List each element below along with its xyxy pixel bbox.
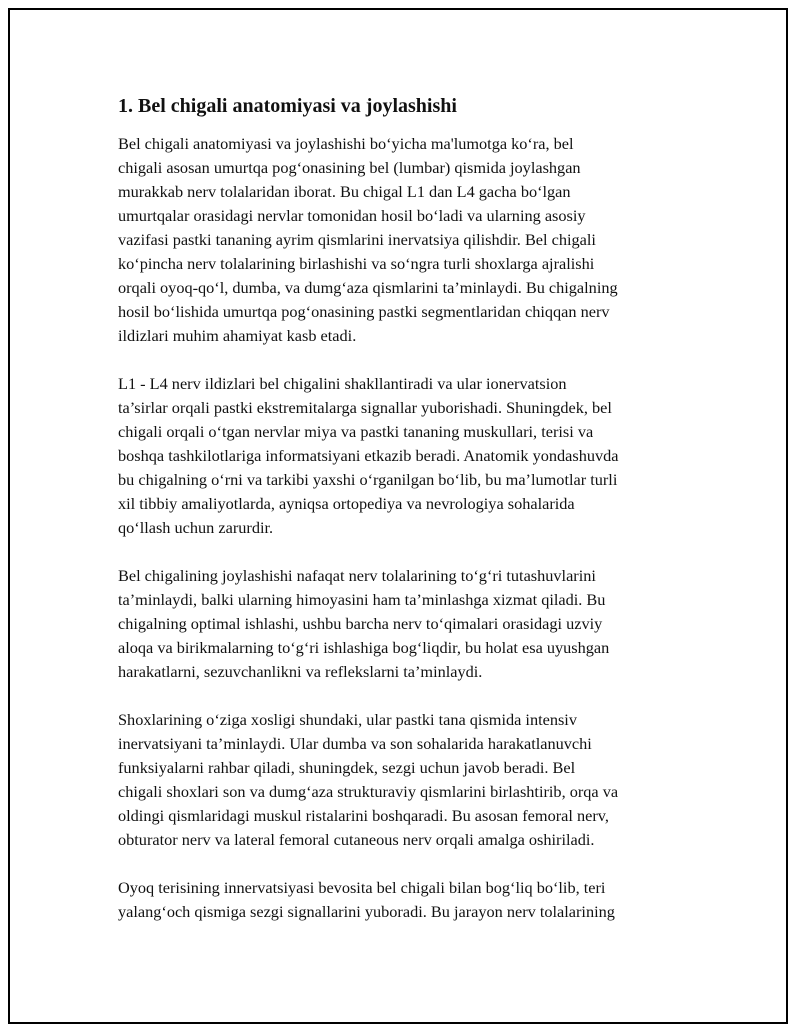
paragraph-1: Bel chigali anatomiyasi va joylashishi bo‘yicha ma'lumotga ko‘ra, bel chigali asosan umurtqa pog‘onasining bel (lumbar) qismida joylashgan murakkab nerv tolalaridan iborat. Bu chigal L1 dan L4 gacha bo‘lgan umurtqalar orasidagi nervlar tomonidan hosil bo‘ladi va ularning asosiy vazifasi pastki tananing ayrim qismlarini inervatsiya qilishdir. Bel chigali ko‘pincha nerv tolalarining birlashishi va so‘ngra turli shoxlarga ajralishi orqali oyoq-qo‘l, dumba, va dumg‘aza qismlarini ta’minlaydi. Bu chigalning hosil bo‘lishida umurtqa pog‘onasining pastki segmentlaridan chiqqan nerv ildizlari muhim ahamiyat kasb etadi. (118, 134, 618, 345)
paragraph-3: Bel chigalining joylashishi nafaqat nerv tolalarining to‘g‘ri tutashuvlarini ta’minlaydi, balki ularning himoyasini ham ta’minlashga xizmat qiladi. Bu chigalning optimal ishlashi, ushbu barcha nerv to‘qimalari orasidagi uzviy aloqa va birikmalarning to‘g‘ri ishlashiga bog‘liqdir, bu holat esa uyushgan harakatlarni, sezuvchanlikni va reflekslarni ta’minlaydi. (118, 566, 610, 681)
document-body (118, 92, 690, 948)
paragraph-2: L1 - L4 nerv ildizlari bel chigalini shakllantiradi va ular ionervatsion ta’sirlar orqali pastki ekstremitalarga signallar yuborishadi. Shuningdek, bel chigali orqali o‘tgan nervlar miya va pastki tananing muskullari, terisi va boshqa tashkilotlariga informatsiyani etkazib beradi. Anatomik yondashuvda bu chigalning o‘rni va tarkibi yaxshi o‘rganilgan bo‘lib, bu ma’lumotlar turli xil tibbiy amaliyotlarda, ayniqsa ortopediya va nevrologiya sohalarida qo‘llash uchun zarurdir. (118, 374, 619, 537)
section-heading: 1. Bel chigali anatomiyasi va joylashishi (118, 95, 457, 117)
paragraph-5: Oyoq terisining innervatsiyasi bevosita bel chigali bilan bog‘liq bo‘lib, teri yalang‘och qismiga sezgi signallarini yuboradi. Bu jarayon nerv tolalarining (118, 878, 615, 921)
paragraph-4: Shoxlarining o‘ziga xosligi shundaki, ular pastki tana qismida intensiv inervatsiyani ta’minlaydi. Ular dumba va son sohalarida harakatlanuvchi funksiyalarni rahbar qiladi, shuningdek, sezgi uchun javob beradi. Bel chigali shoxlari son va dumg‘aza strukturaviy qismlarini birlashtirib, orqa va oldingi qismlaridagi muskul ristalarini boshqaradi. Bu asosan femoral nerv, obturator nerv va lateral femoral cutaneous nerv orqali amalga oshiriladi. (118, 710, 619, 849)
